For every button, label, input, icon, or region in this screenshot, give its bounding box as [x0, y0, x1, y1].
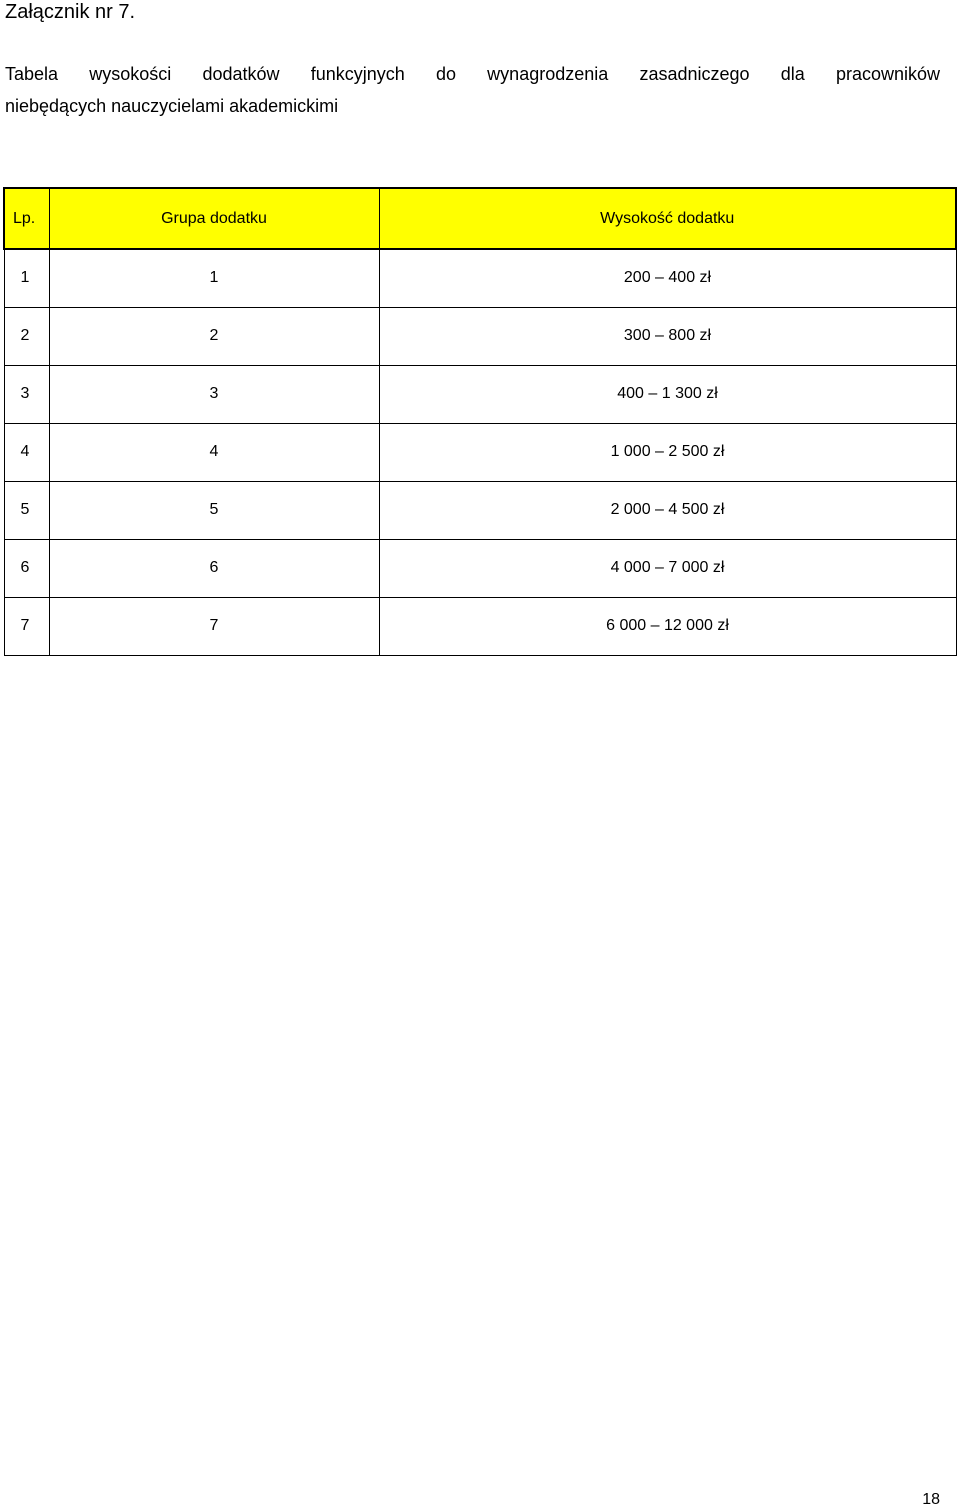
table-row — [4, 597, 956, 655]
cell-group: 2 — [49, 307, 379, 365]
header-lp: Lp. — [4, 188, 49, 249]
allowance-table — [3, 187, 957, 656]
header-group: Grupa dodatku — [49, 188, 379, 249]
cell-amount: 6 000 – 12 000 zł — [379, 597, 956, 655]
cell-amount: 300 – 800 zł — [379, 307, 956, 365]
header-amount: Wysokość dodatku — [379, 188, 956, 249]
cell-group: 3 — [49, 365, 379, 423]
table-row — [4, 249, 956, 307]
cell-group: 1 — [49, 249, 379, 307]
cell-lp: 6 — [4, 539, 49, 597]
cell-amount: 400 – 1 300 zł — [379, 365, 956, 423]
cell-group: 4 — [49, 423, 379, 481]
cell-amount: 1 000 – 2 500 zł — [379, 423, 956, 481]
cell-lp: 3 — [4, 365, 49, 423]
table-row — [4, 307, 956, 365]
cell-group: 7 — [49, 597, 379, 655]
cell-amount: 4 000 – 7 000 zł — [379, 539, 956, 597]
cell-group: 6 — [49, 539, 379, 597]
cell-amount: 2 000 – 4 500 zł — [379, 481, 956, 539]
table-row — [4, 365, 956, 423]
table-row — [4, 539, 956, 597]
cell-lp: 4 — [4, 423, 49, 481]
cell-group: 5 — [49, 481, 379, 539]
cell-lp: 7 — [4, 597, 49, 655]
cell-lp: 2 — [4, 307, 49, 365]
document-title-line-2: niebędących nauczycielami akademickimi — [5, 96, 339, 116]
table-row — [4, 481, 956, 539]
document-title-line-1: Tabela wysokości dodatków funkcyjnych do wynagrodzenia zasadniczego dla pracowników — [5, 64, 940, 84]
page-number: 18 — [922, 1491, 940, 1508]
table-header-row — [4, 188, 956, 249]
cell-amount: 200 – 400 zł — [379, 249, 956, 307]
attachment-label: Załącznik nr 7. — [5, 1, 136, 23]
table-row — [4, 423, 956, 481]
cell-lp: 5 — [4, 481, 49, 539]
cell-lp: 1 — [4, 249, 49, 307]
